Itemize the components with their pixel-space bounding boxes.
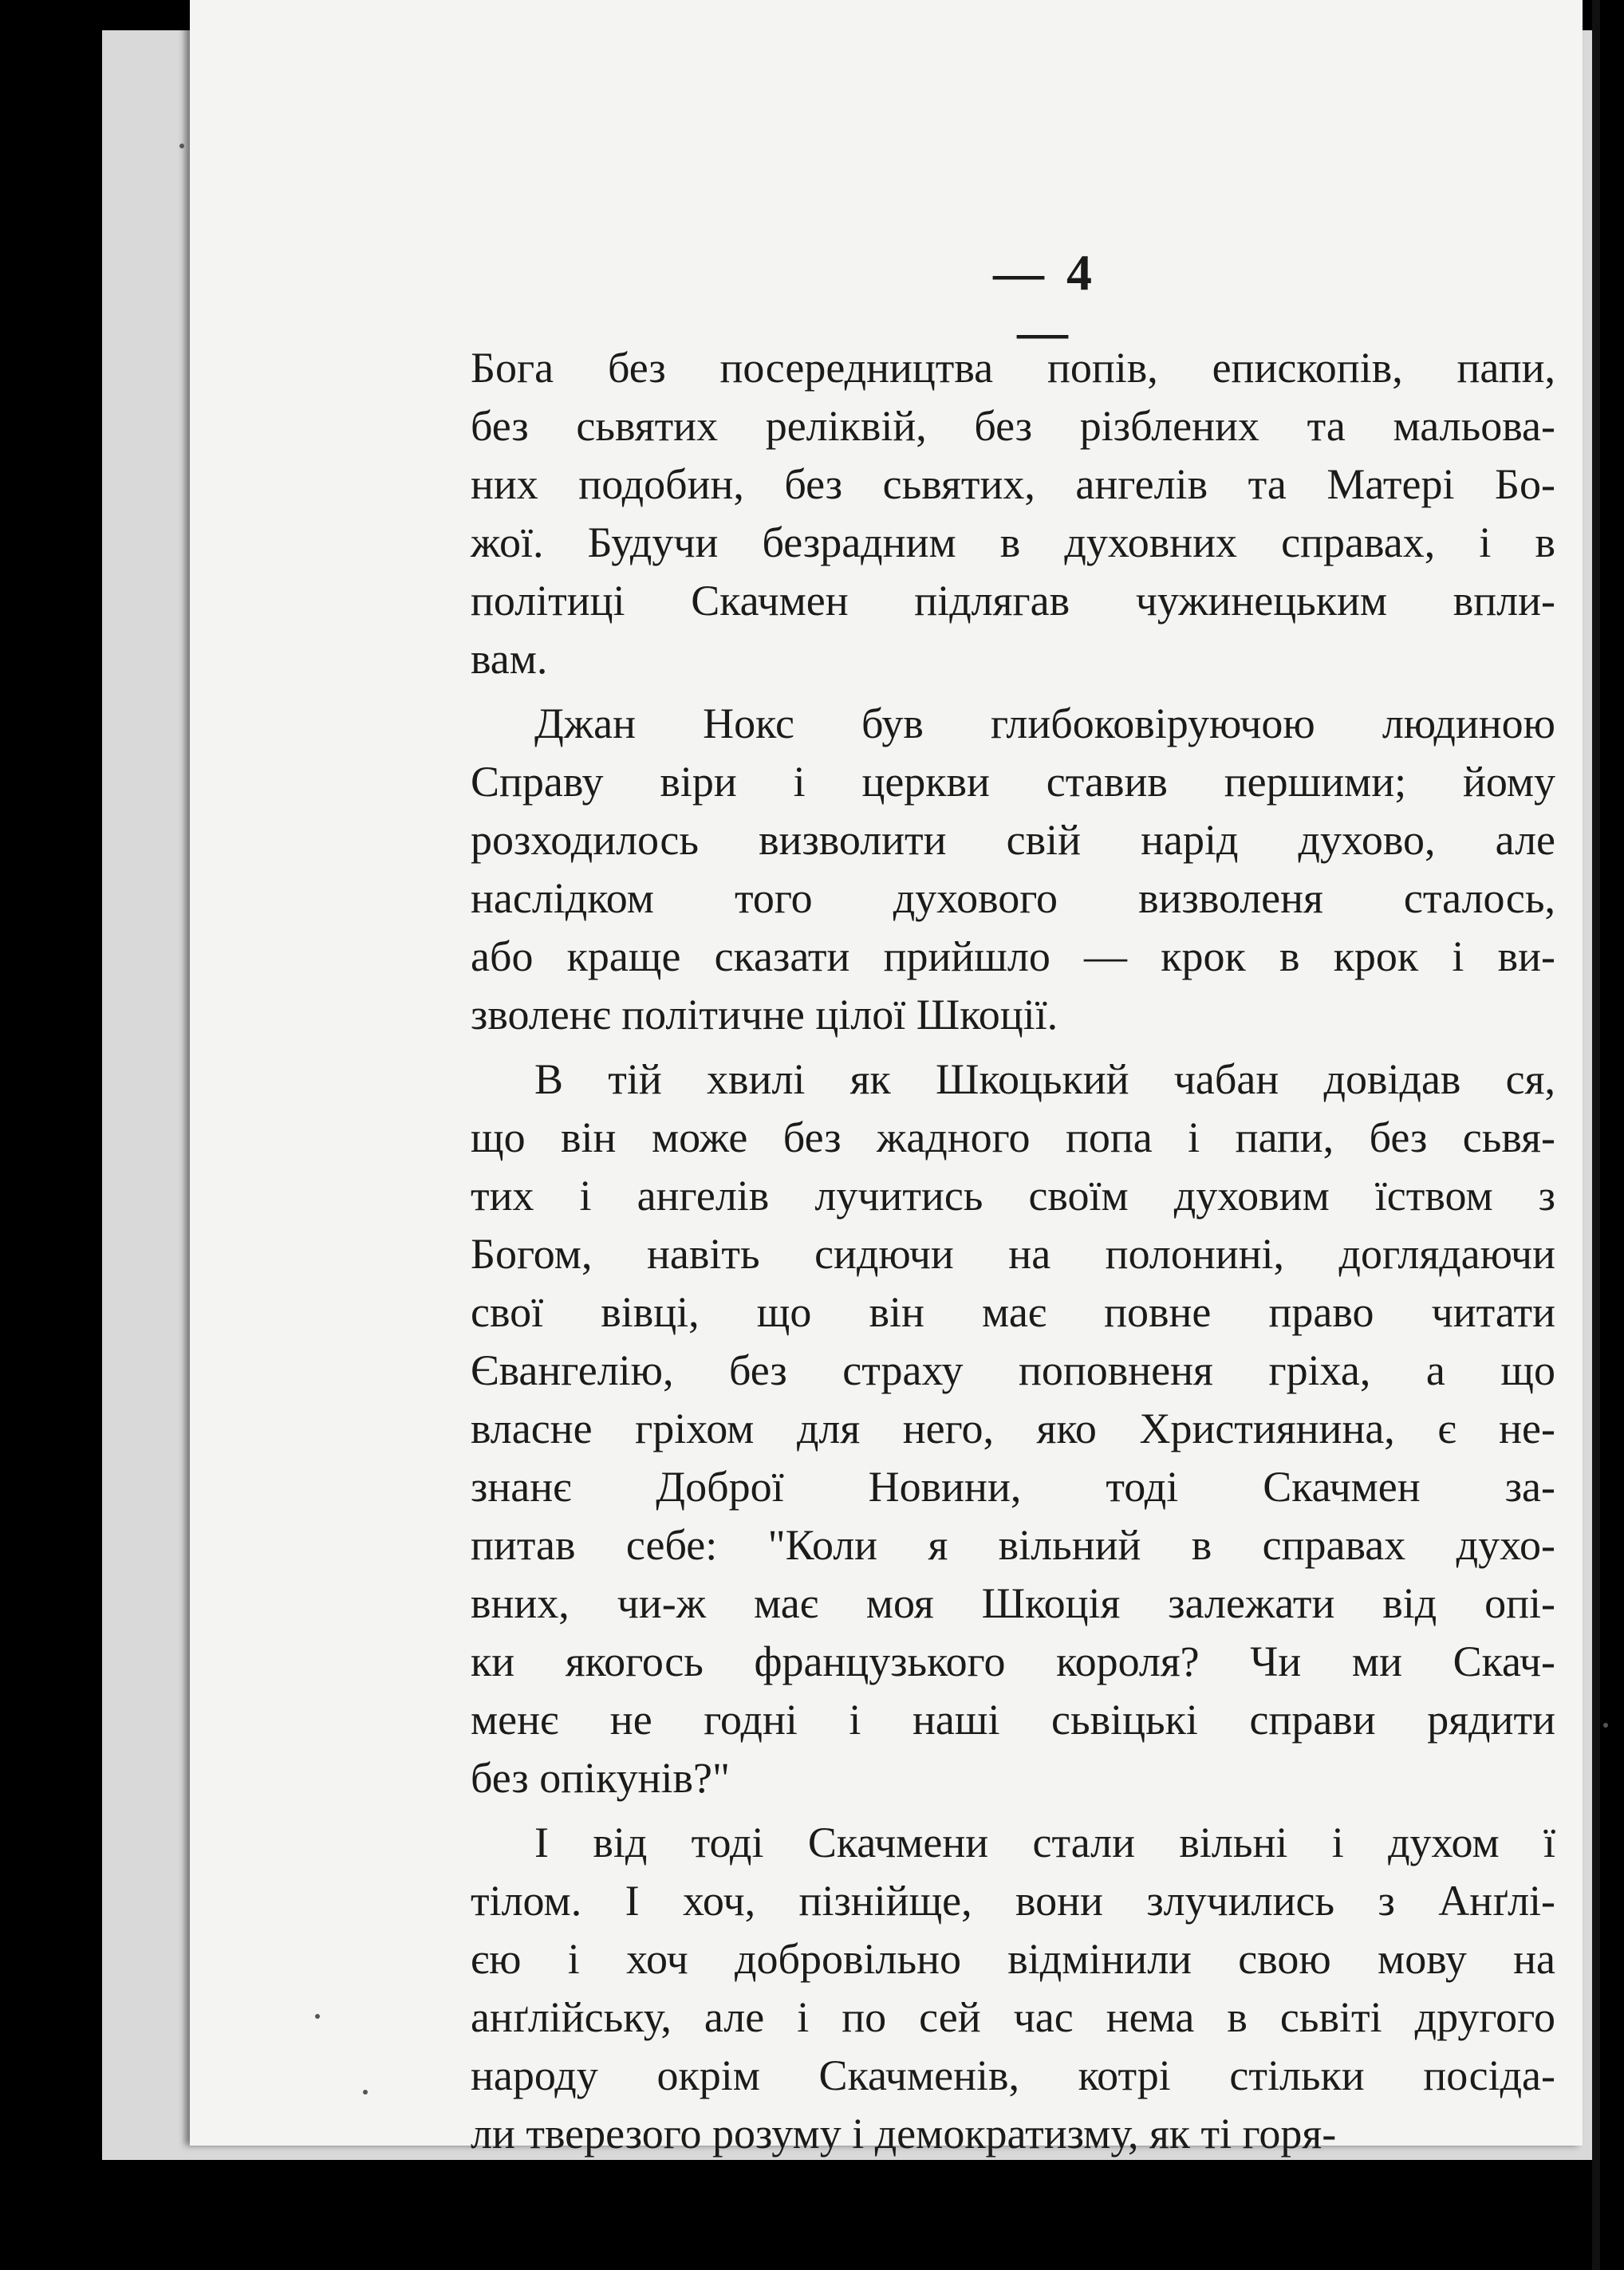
text-line: власне гріхом для него, яко Християнина, є не- (471, 1405, 1555, 1452)
text-line: наслідком того духового визволеня сталось, (471, 874, 1555, 922)
text-line: знанє Доброї Новини, тоді Скачмен за- (471, 1463, 1555, 1511)
text-line: або краще сказати прийшло — крок в крок і ви- (471, 932, 1555, 980)
page-number: — 4 — (993, 244, 1097, 360)
text-line: вних, чи-ж має моя Шкоція залежати від опі- (471, 1579, 1555, 1627)
text-line: Справу віри і церкви ставив першими; йому (471, 758, 1555, 806)
dust-speck (179, 144, 184, 148)
text-line: свої вівці, що він має повне право читати (471, 1288, 1555, 1336)
text-line: народу окрім Скачменів, котрі стільки посіда- (471, 2051, 1555, 2099)
body-text (471, 339, 1555, 2170)
text-line: тих і ангелів лучитись своїм духовим їством з (471, 1172, 1555, 1220)
text-line: Богом, навіть сидючи на полонині, доглядаючи (471, 1230, 1555, 1278)
paragraph (471, 1814, 1555, 2163)
text-line: Джан Нокс був глибоковіруючою людиною (534, 700, 1555, 747)
text-line: зволенє політичне цілої Шкоції. (471, 991, 1058, 1038)
dust-speck (363, 2090, 368, 2095)
text-line: без сьвятих реліквій, без різблених та мальова- (471, 402, 1555, 450)
text-line: без опікунів?" (471, 1754, 731, 1802)
text-line: політиці Скачмен підлягав чужинецьким впли- (471, 577, 1555, 625)
text-line: єю і хоч добровільно відмінили свою мову на (471, 1935, 1555, 1983)
text-line: ки якогось французького короля? Чи ми Скач- (471, 1637, 1555, 1685)
text-line: жої. Будучи безрадним в духовних справах, і в (471, 518, 1555, 566)
page-edge-shadow (1592, 0, 1600, 2270)
text-line: В тій хвилі як Шкоцький чабан довідав ся, (534, 1055, 1555, 1103)
paragraph (471, 695, 1555, 1044)
text-line: що він може без жадного попа і папи, без сьвя- (471, 1113, 1555, 1161)
text-line: питав себе: "Коли я вільний в справах духо- (471, 1521, 1555, 1569)
text-line: ли тверезого розуму і демократизму, як ті горя- (471, 2110, 1337, 2158)
text-line: розходилось визволити свій нарід духово, але (471, 816, 1555, 864)
paragraph (471, 339, 1555, 688)
text-line: тілом. І хоч, пізнійще, вони злучились з Анґлі- (471, 1877, 1555, 1925)
text-line: анґлійську, але і по сей час нема в сьвіті другого (471, 1993, 1555, 2041)
text-line: Бога без посередництва попів, епископів, папи, (471, 344, 1555, 392)
text-line: вам. (471, 635, 548, 683)
dust-speck (1603, 1723, 1608, 1728)
paragraph (471, 1050, 1555, 1807)
text-line: менє не годні і наші сьвіцькі справи рядити (471, 1696, 1555, 1744)
dust-speck (315, 2014, 320, 2019)
text-line: них подобин, без сьвятих, ангелів та Матері Бо- (471, 460, 1555, 508)
text-line: Євангелію, без страху поповненя гріха, а що (471, 1346, 1555, 1394)
text-line: І від тоді Скачмени стали вільні і духом ї (534, 1819, 1555, 1866)
